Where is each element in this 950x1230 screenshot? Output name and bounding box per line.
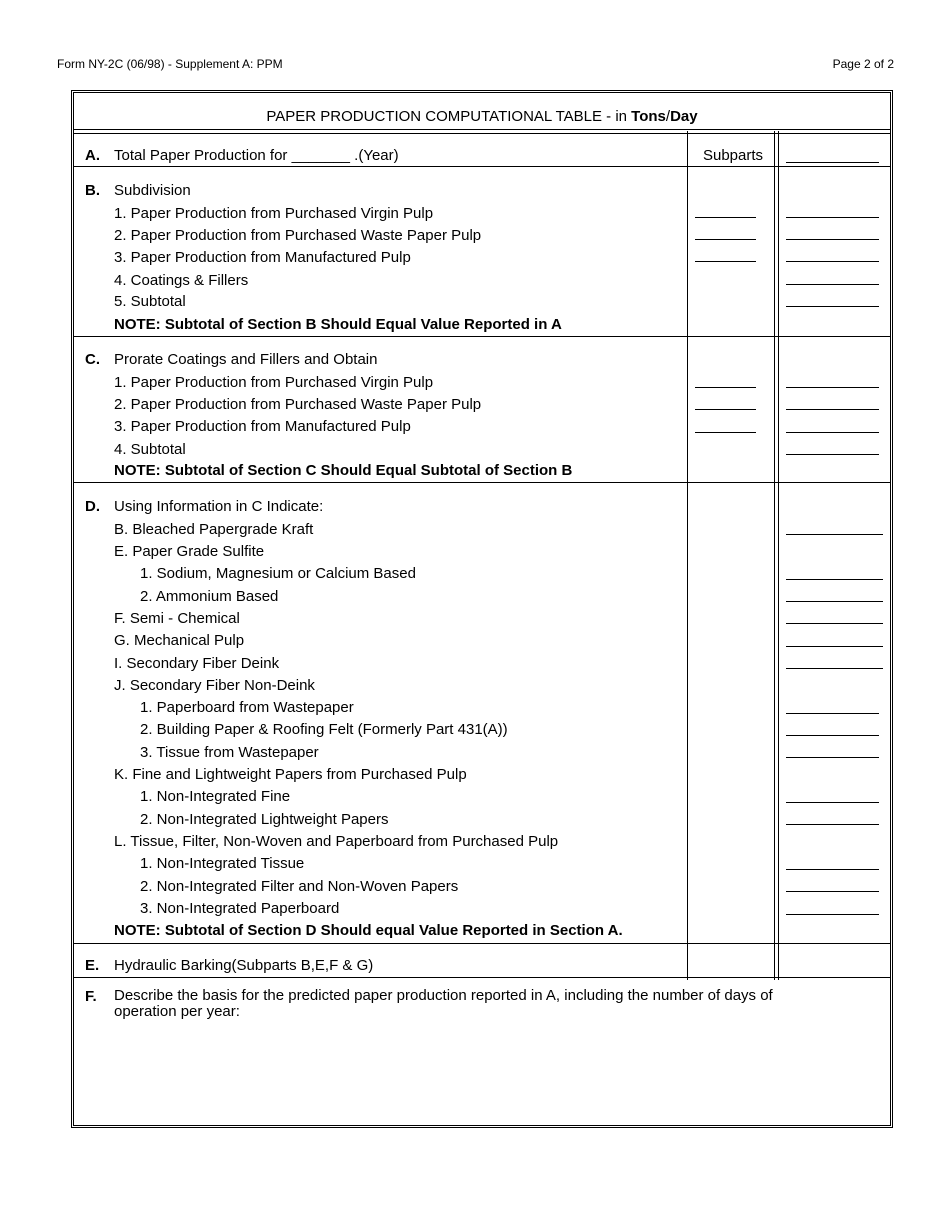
divider-c bbox=[74, 482, 890, 483]
section-d-value-field[interactable] bbox=[786, 579, 883, 580]
section-b-note: NOTE: Subtotal of Section B Should Equal Value Reported in A bbox=[114, 316, 562, 333]
section-b-subpart-field[interactable] bbox=[695, 239, 756, 240]
section-b-item: 5. Subtotal bbox=[114, 293, 186, 310]
section-b-value-field[interactable] bbox=[786, 261, 879, 262]
section-a-letter: A. bbox=[85, 147, 100, 164]
section-d-value-field[interactable] bbox=[786, 891, 879, 892]
section-d-letter: D. bbox=[85, 498, 100, 515]
title-units-day: Day bbox=[670, 108, 698, 125]
section-b-subtotal-field[interactable] bbox=[786, 306, 879, 307]
section-d-item: I. Secondary Fiber Deink bbox=[114, 655, 280, 672]
section-c-note: NOTE: Subtotal of Section C Should Equal Subtotal of Section B bbox=[114, 462, 573, 479]
section-d-value-field[interactable] bbox=[786, 757, 879, 758]
section-b-item: 2. Paper Production from Purchased Waste Paper Pulp bbox=[114, 227, 482, 244]
section-d-subitem: 1. Sodium, Magnesium or Calcium Based bbox=[140, 565, 416, 582]
section-b-value-field[interactable] bbox=[786, 284, 879, 285]
section-d-value-field[interactable] bbox=[786, 646, 883, 647]
section-b-subpart-field[interactable] bbox=[695, 261, 756, 262]
divider-b bbox=[74, 336, 890, 337]
section-d-item: B. Bleached Papergrade Kraft bbox=[114, 521, 314, 538]
section-d-value-field[interactable] bbox=[786, 869, 879, 870]
values-column-divider-a bbox=[774, 131, 775, 980]
values-column-divider-b bbox=[778, 131, 779, 980]
section-f-text: Describe the basis for the predicted paper production reported in A, including the number of days of operation per year: bbox=[114, 987, 773, 1020]
section-c-subpart-field[interactable] bbox=[695, 387, 756, 388]
section-b-letter: B. bbox=[85, 182, 100, 199]
section-c-value-field[interactable] bbox=[786, 387, 879, 388]
section-d-subitem: 3. Tissue from Wastepaper bbox=[140, 744, 319, 761]
section-c-letter: C. bbox=[85, 351, 100, 368]
section-c-subtotal-field[interactable] bbox=[786, 454, 879, 455]
title-units-tons: Tons bbox=[631, 108, 666, 125]
section-d-item: J. Secondary Fiber Non-Deink bbox=[114, 677, 315, 694]
section-d-value-field[interactable] bbox=[786, 601, 883, 602]
section-c-value-field[interactable] bbox=[786, 409, 879, 410]
section-c-value-field[interactable] bbox=[786, 432, 879, 433]
section-e-text: Hydraulic Barking(Subparts B,E,F & G) bbox=[114, 957, 374, 974]
section-b-value-field[interactable] bbox=[786, 217, 879, 218]
section-b-item: 3. Paper Production from Manufactured Pulp bbox=[114, 249, 411, 266]
section-c-item: 4. Subtotal bbox=[114, 441, 186, 458]
section-d-value-field[interactable] bbox=[786, 623, 883, 624]
section-f-letter: F. bbox=[85, 988, 97, 1005]
section-b-value-field[interactable] bbox=[786, 239, 879, 240]
section-c-item: 2. Paper Production from Purchased Waste Paper Pulp bbox=[114, 396, 482, 413]
divider-e bbox=[74, 977, 890, 978]
section-b-item: 1. Paper Production from Purchased Virgin Pulp bbox=[114, 205, 434, 222]
section-d-item: E. Paper Grade Sulfite bbox=[114, 543, 265, 560]
section-d-item: G. Mechanical Pulp bbox=[114, 632, 245, 649]
section-d-subitem: 1. Paperboard from Wastepaper bbox=[140, 699, 354, 716]
table-title-text: PAPER PRODUCTION COMPUTATIONAL TABLE - in bbox=[266, 108, 632, 125]
section-d-value-field[interactable] bbox=[786, 914, 879, 915]
section-c-heading: Prorate Coatings and Fillers and Obtain bbox=[114, 351, 378, 368]
section-d-subitem: 1. Non-Integrated Tissue bbox=[140, 855, 305, 872]
section-d-note: NOTE: Subtotal of Section D Should equal Value Reported in Section A. bbox=[114, 922, 623, 939]
section-d-value-field[interactable] bbox=[786, 534, 883, 535]
title-divider bbox=[74, 129, 890, 134]
divider-d bbox=[74, 943, 890, 944]
divider-a bbox=[74, 166, 890, 167]
page-number: Page 2 of 2 bbox=[832, 57, 894, 71]
section-c-item: 3. Paper Production from Manufactured Pulp bbox=[114, 418, 411, 435]
section-d-subitem: 2. Non-Integrated Filter and Non-Woven Papers bbox=[140, 878, 459, 895]
section-b-heading: Subdivision bbox=[114, 182, 191, 199]
section-c-item: 1. Paper Production from Purchased Virgin Pulp bbox=[114, 374, 434, 391]
section-d-subitem: 2. Non-Integrated Lightweight Papers bbox=[140, 811, 389, 828]
section-d-subitem: 1. Non-Integrated Fine bbox=[140, 788, 291, 805]
total-production-field[interactable] bbox=[786, 162, 879, 163]
section-d-value-field[interactable] bbox=[786, 824, 879, 825]
section-d-subitem: 2. Ammonium Based bbox=[140, 588, 279, 605]
section-d-heading: Using Information in C Indicate: bbox=[114, 498, 324, 515]
section-a-text: Total Paper Production for _______ .(Year) bbox=[114, 147, 399, 164]
section-b-subpart-field[interactable] bbox=[695, 217, 756, 218]
section-d-value-field[interactable] bbox=[786, 735, 879, 736]
subparts-column-divider bbox=[687, 131, 688, 980]
section-d-subitem: 2. Building Paper & Roofing Felt (Formerly Part 431(A)) bbox=[140, 721, 508, 738]
section-d-subitem: 3. Non-Integrated Paperboard bbox=[140, 900, 340, 917]
section-f-answer-area[interactable] bbox=[114, 1028, 874, 1123]
section-d-item: L. Tissue, Filter, Non-Woven and Paperboard from Purchased Pulp bbox=[114, 833, 559, 850]
section-b-item: 4. Coatings & Fillers bbox=[114, 272, 249, 289]
section-e-letter: E. bbox=[85, 957, 100, 974]
form-id: Form NY-2C (06/98) - Supplement A: PPM bbox=[57, 57, 283, 71]
section-d-value-field[interactable] bbox=[786, 713, 879, 714]
section-c-subpart-field[interactable] bbox=[695, 432, 756, 433]
subparts-header: Subparts bbox=[702, 147, 764, 164]
section-c-subpart-field[interactable] bbox=[695, 409, 756, 410]
title-units-slash: / bbox=[665, 108, 671, 125]
section-d-item: K. Fine and Lightweight Papers from Purchased Pulp bbox=[114, 766, 467, 783]
computational-table bbox=[71, 90, 893, 1128]
section-d-value-field[interactable] bbox=[786, 802, 879, 803]
section-d-value-field[interactable] bbox=[786, 668, 883, 669]
table-title bbox=[74, 108, 890, 125]
section-d-item: F. Semi - Chemical bbox=[114, 610, 240, 627]
